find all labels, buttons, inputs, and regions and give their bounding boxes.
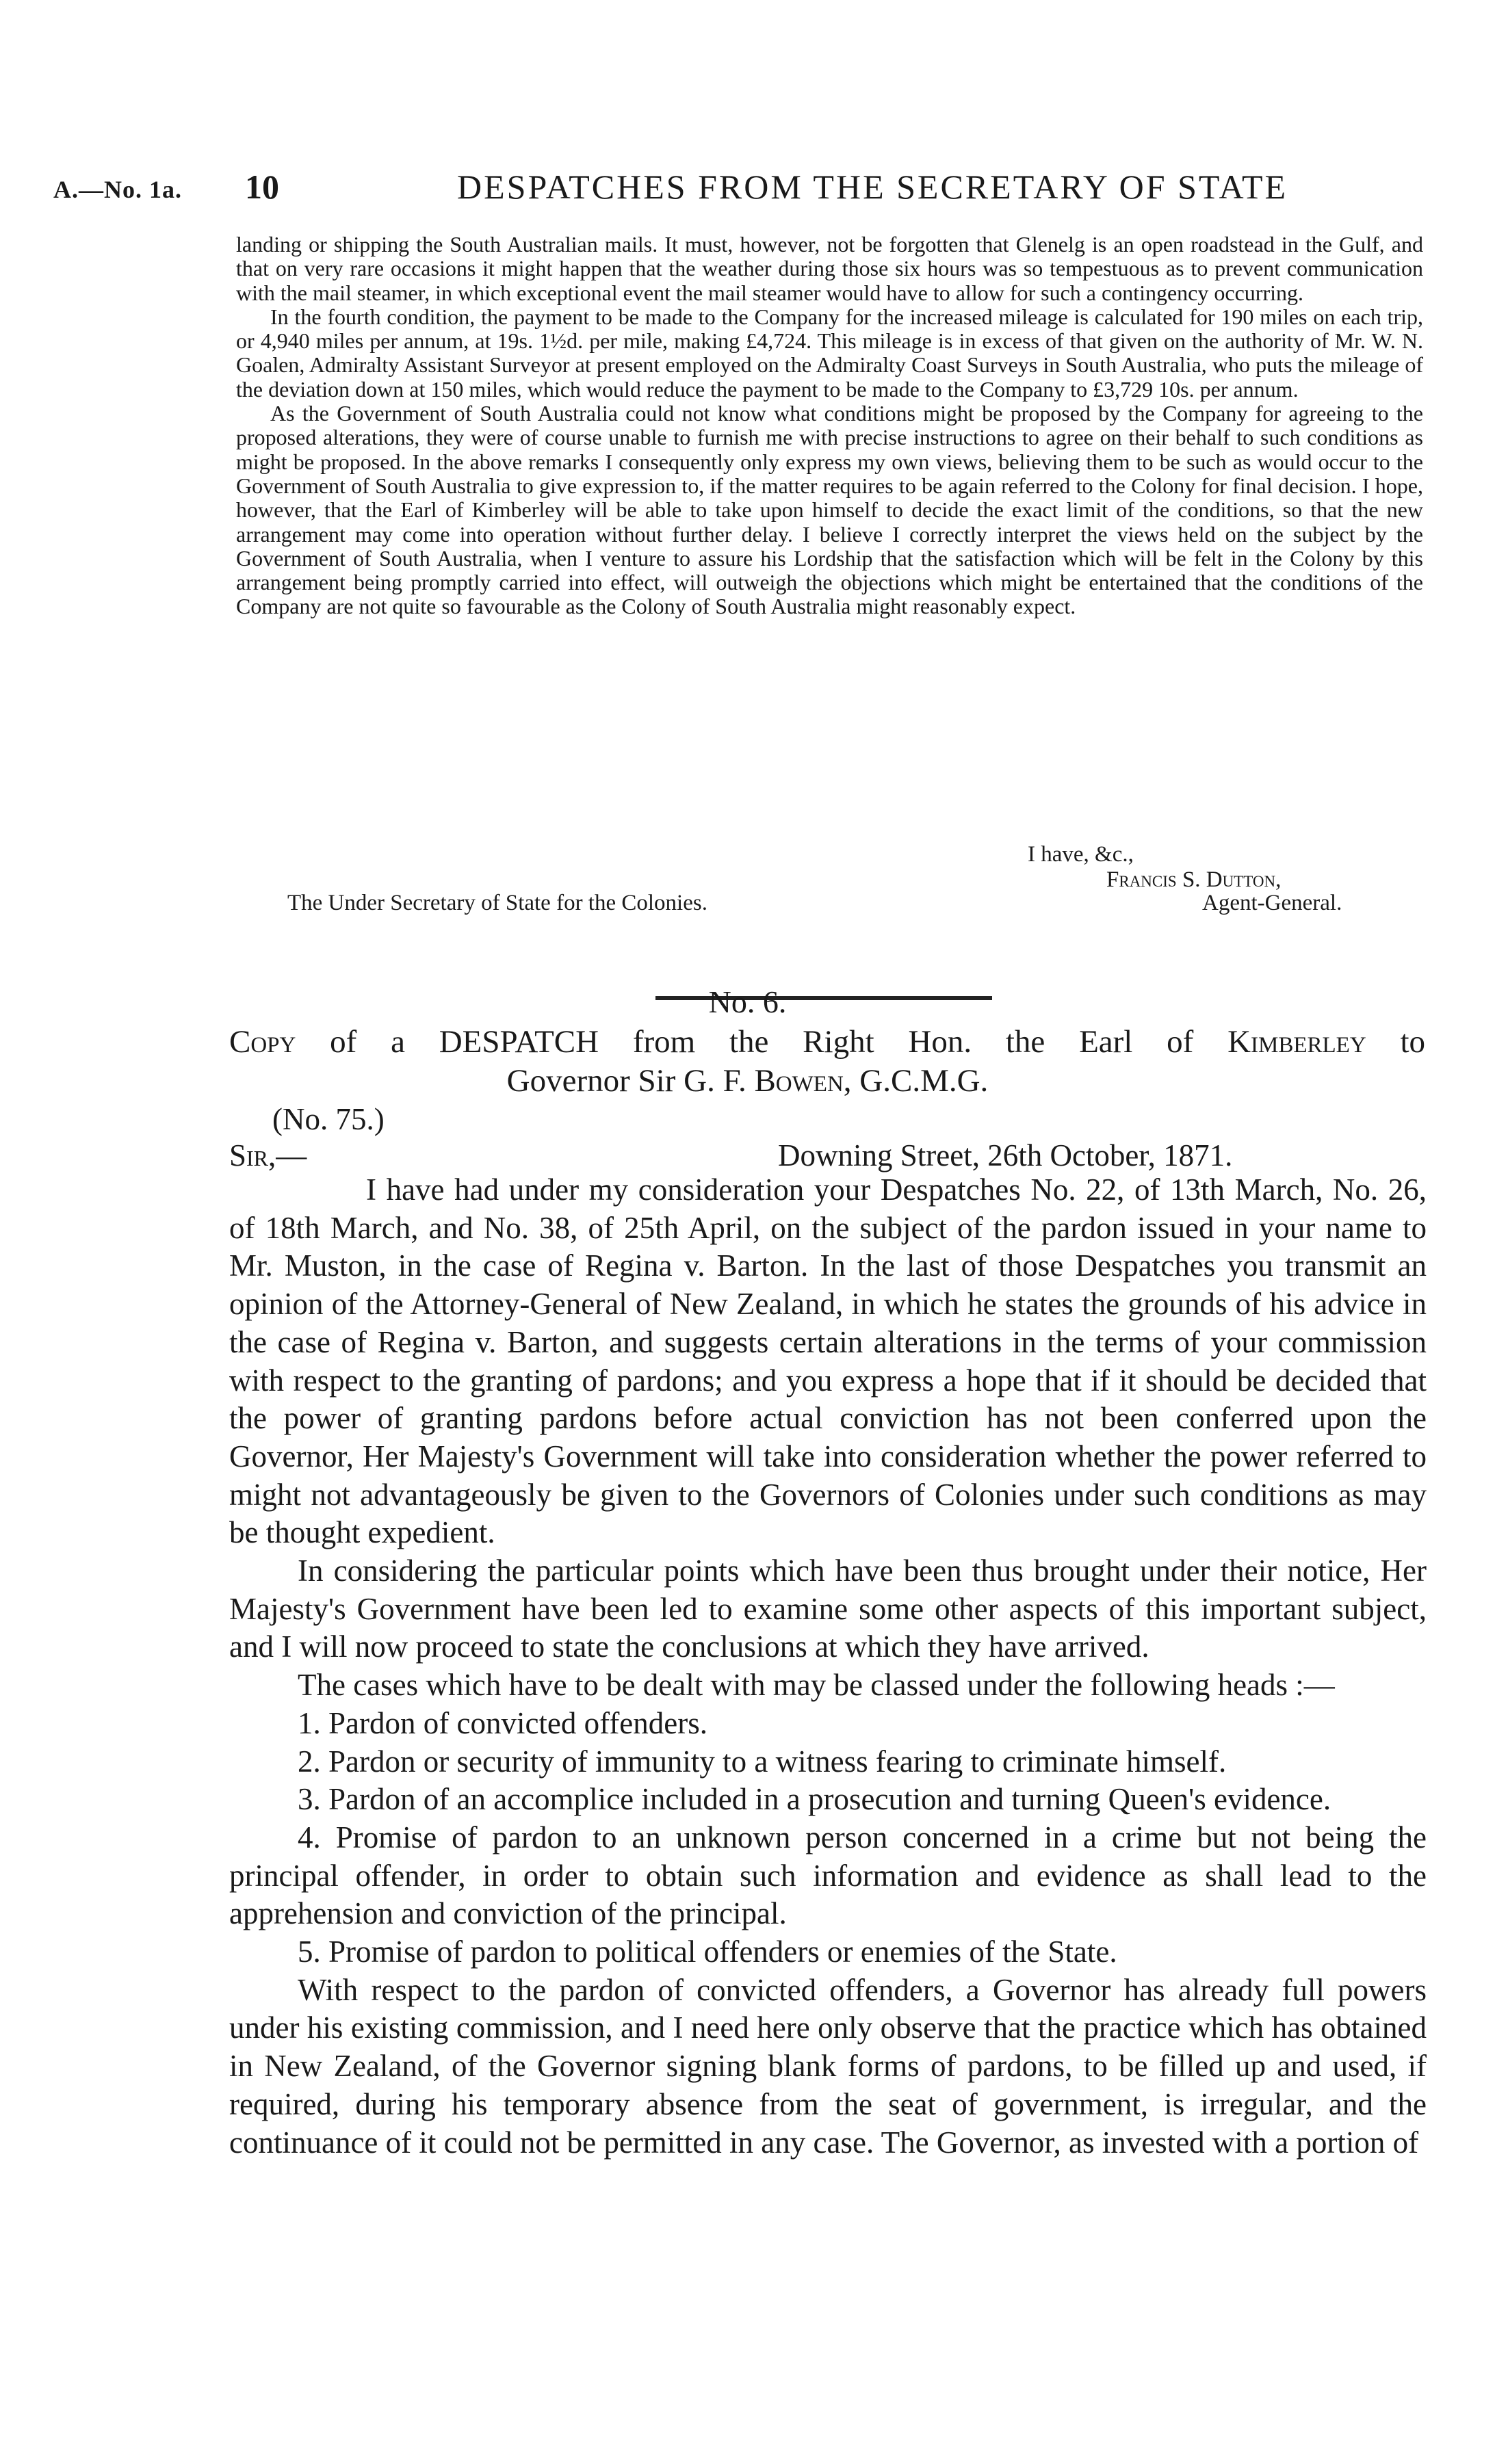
despatch-number: No. 6. [708, 984, 787, 1019]
despatch-paragraph: In considering the particular points which have been thus brought under their notice, Her Majesty's Government have been led to examine some other aspects of this important subject, and I will now proceed to state the conclusions at which they have arrived. [229, 1554, 1427, 1664]
recipient-name: Bowen [754, 1063, 844, 1099]
despatch-paragraph: With respect to the pardon of convicted offenders, a Governor has already full powers under his existing commission, and I need here only observe that the practice which has obtained in New Zealand, of the Governor signing blank forms of pardons, to be filled up and used, if required, during his temporary absence from the seat of government, is irregular, and the continuance of it could not be permitted in any case. The Governor, as invested with a portion of [229, 1972, 1427, 2160]
list-item: 3. Pardon of an accomplice included in a prosecution and turning Queen's evidence. [298, 1782, 1331, 1817]
letter-paragraph: In the fourth condition, the payment to be made to the Company for the increased mileage is calculated for 190 miles on each trip, or 4,940 miles per annum, at 19s. 1½d. per mile, making £4,724. This mileage is in excess of that given on the authority of Mr. W. N. Goalen, Admiralty Assistant Surveyor at present employed on the Admiralty Coast Surveys in South Australia, who puts the mileage of the deviation down at 150 miles, which would reduce the payment to be made to the Company to £3,729 10s. per annum. [236, 304, 1423, 402]
heading-text: of a DESPATCH from the Right Hon. the Earl of [330, 1024, 1194, 1060]
despatch-heading-line2 [0, 1062, 1495, 1099]
letter-addressee: The Under Secretary of State for the Colonies. [287, 891, 707, 915]
despatch-heading-line1 [229, 1023, 1425, 1061]
letter-closing: I have, &c., [1028, 842, 1134, 867]
despatch-ref-number: (No. 75.) [272, 1102, 385, 1136]
list-item: 1. Pardon of convicted offenders. [298, 1705, 707, 1740]
page-header [53, 163, 1353, 211]
agent-general-letter [236, 233, 1423, 619]
letter-paragraph: As the Government of South Australia could not know what conditions might be proposed by the Company for agreeing to the proposed alterations, they were of course unable to furnish me with precise instructions to agree on their behalf to such conditions as might be proposed. In the above remarks I consequently only express my own views, believing them to be such as would occur to the Government of South Australia to give expression to, if the matter requires to be again referred to the Colony for final decision. I hope, however, that the Earl of Kimberley will be able to take upon himself to decide the exact limit of the conditions, so that the new arrangement may come into operation without further delay. I believe I correctly interpret the views held on the subject by the Government of South Australia, when I venture to assure his Lordship that the satisfaction which will be felt in the Colony by this arrangement being promptly carried into effect, will outweigh the objections which might be entertained that the conditions of the Company are not quite so favourable as the Colony of South Australia might reasonably expect. [236, 401, 1423, 619]
running-title: DESPATCHES FROM THE SECRETARY OF STATE [457, 168, 1288, 206]
signatory-title: Agent-General. [1202, 891, 1342, 915]
sender-name: Kimberley [1227, 1024, 1366, 1060]
heading-to: to [1400, 1024, 1426, 1060]
recipient-suffix: , G.C.M.G. [843, 1063, 989, 1099]
letter-signature: Francis S. Dutton, [1106, 867, 1282, 892]
salutation: Sir,— [229, 1138, 307, 1172]
despatch-body [229, 1171, 1427, 2162]
letter-paragraph: landing or shipping the South Australian mails. It must, however, not be forgotten that Glenelg is an open roadstead in the Gulf, and that on very rare occasions it might happen that the weather during those six hours was so tempestuous as to prevent communication with the mail steamer, in which exceptional event the mail steamer would have to allow for such a contingency occurring. [236, 232, 1423, 305]
governor-prefix: Governor Sir G. F. [506, 1063, 746, 1099]
page-number: 10 [245, 168, 279, 206]
despatch-paragraph: The cases which have to be dealt with may be classed under the following heads :— [298, 1668, 1335, 1703]
place-date: Downing Street, 26th October, 1871. [778, 1138, 1233, 1172]
list-item: 4. Promise of pardon to an unknown person concerned in a crime but not being the principal offender, in order to obtain such information and evidence as shall lead to the apprehension and conviction of the principal. [229, 1820, 1427, 1931]
copy-word: Copy [229, 1024, 296, 1060]
despatch-paragraph: I have had under my consideration your Despatches No. 22, of 13th March, No. 26, of 18th March, and No. 38, of 25th April, on the subject of the pardon issued in your name to Mr. Muston, in the case of Regina v. Barton. In the last of those Despatches you transmit an opinion of the Attorney-General of New Zealand, in which he states the grounds of his advice in the case of Regina v. Barton, and suggests certain alterations in the terms of your commission with respect to the granting of pardons; and you express a hope that if it should be decided that the power of granting pardons before actual conviction has not been conferred upon the Governor, Her Majesty's Government will take into consideration whether the power referred to might not advantageously be given to the Governors of Colonies under such conditions as may be thought expedient. [229, 1172, 1427, 1550]
list-item: 5. Promise of pardon to political offenders or enemies of the State. [298, 1935, 1117, 1969]
document-reference: A.—No. 1a. [53, 176, 182, 203]
list-item: 2. Pardon or security of immunity to a witness fearing to criminate himself. [298, 1744, 1227, 1779]
